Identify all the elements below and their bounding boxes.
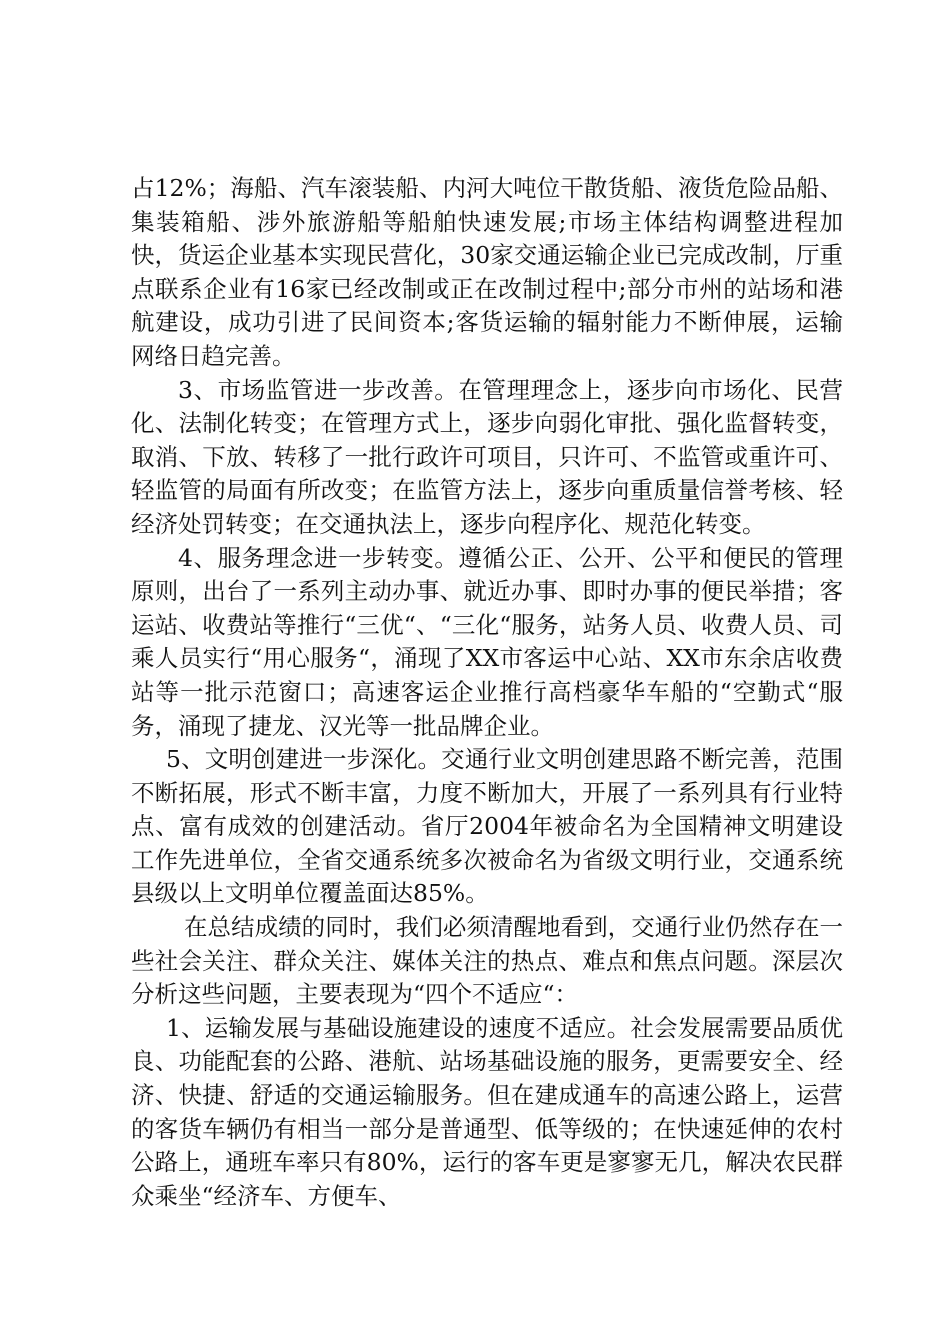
paragraph-shipping-market: 占12%；海船、汽车滚装船、内河大吨位干散货船、液货危险品船、集装箱船、涉外旅游船等船舶快速发展;市场主体结构调整进程加快，货运企业基本实现民营化，30家交通运输企业已完成改制，厅重点联系企业有16家已经改制或正在改制过程中;部分市州的站场和港航建设，成功引进了民间资本;客货运输的辐射能力不断伸展，运输网络日趋完善。 [131,174,843,370]
paragraph-problems-intro: 在总结成绩的同时，我们必须清醒地看到，交通行业仍然存在一些社会关注、群众关注、媒体关注的热点、难点和焦点问题。深层次分析这些问题，主要表现为“四个不适应“： [131,913,843,1009]
paragraph-market-supervision: 3、市场监管进一步改善。在管理理念上，逐步向市场化、民营化、法制化转变；在管理方式上，逐步向弱化审批、强化监督转变，取消、下放、转移了一批行政许可项目，只许可、不监管或重许可、轻监管的局面有所改变；在监管方法上，逐步向重质量信誉考核、轻经济处罚转变；在交通执法上，逐步向程序化、规范化转变。 [131,375,843,538]
document-page [131,172,843,1213]
paragraph-transport-infrastructure: 1、运输发展与基础设施建设的速度不适应。社会发展需要品质优良、功能配套的公路、港航、站场基础设施的服务，更需要安全、经济、快捷、舒适的交通运输服务。但在建成通车的高速公路上，运营的客货车辆仍有相当一部分是普通型、低等级的；在快速延伸的农村公路上，通班车率只有80%，运行的客车更是寥寥无几，解决农民群众乘坐“经济车、方便车、 [131,1013,843,1210]
paragraph-civilization-building: 5、文明创建进一步深化。交通行业文明创建思路不断完善，范围不断拓展，形式不断丰富，力度不断加大，开展了一系列具有行业特点、富有成效的创建活动。省厅2004年被命名为全国精神文明建设工作先进单位，全省交通系统多次被命名为省级文明行业，交通系统县级以上文明单位覆盖面达85%。 [131,745,843,908]
paragraph-service-concept: 4、服务理念进一步转变。遵循公正、公开、公平和便民的管理原则，出台了一系列主动办事、就近办事、即时办事的便民举措；客运站、收费站等推行“三优“、“三化“服务，站务人员、收费人员、司乘人员实行“用心服务“，涌现了XX市客运中心站、XX市东余店收费站等一批示范窗口；高速客运企业推行高档豪华车船的“空勤式“服务，涌现了捷龙、汉光等一批品牌企业。 [131,543,843,740]
